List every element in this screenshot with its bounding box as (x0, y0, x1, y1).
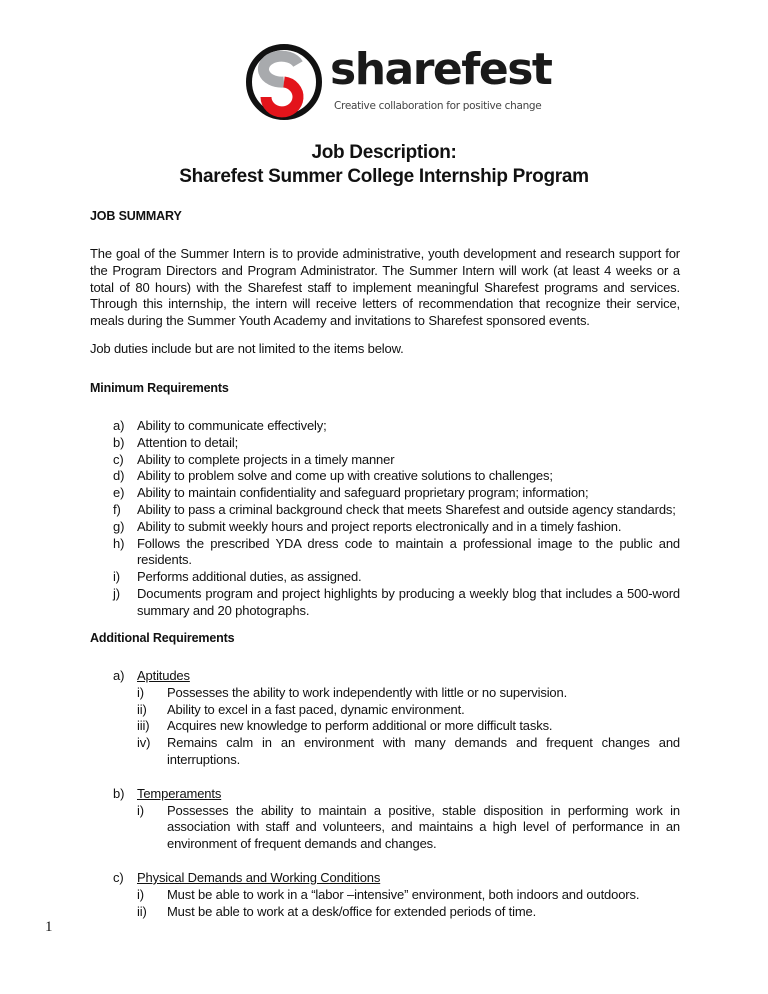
list-item: b) Attention to detail; (113, 434, 239, 450)
sharefest-s-icon (244, 42, 324, 122)
section-title: Temperaments (137, 785, 222, 801)
list-item: a) Ability to communicate effectively; (113, 418, 327, 433)
document-subtitle: Sharefest Summer College Internship Program (179, 166, 589, 187)
list-item: g) Ability to submit weekly hours and project reports electronically and in a timely fashion. (113, 518, 622, 534)
section-title: Aptitudes (137, 668, 190, 683)
list-item: ii) Must be able to work at a desk/office for extended periods of time. (137, 903, 537, 919)
minimum-requirements-list (113, 418, 680, 620)
physical-demands-section: c) Physical Demands and Working Conditions i) Must be able to work in a “labor –intensive” environment, both indoors and outdoors. ii) Must be able to work at a desk/office for extended periods of time. (113, 870, 680, 920)
document-title: Job Description: (311, 142, 457, 163)
list-item: iv) Remains calm in an environment with many demands and frequent changes and interruptions. (137, 735, 680, 767)
temperaments-section: b) Temperaments i) Possesses the ability to maintain a positive, stable disposition in performing work in association with staff and volunteers, and maintains a high level of performance in an environment of frequent demands and changes. (113, 785, 680, 852)
list-item: ii) Ability to excel in a fast paced, dynamic environment. (137, 701, 465, 717)
list-item: i) Possesses the ability to maintain a positive, stable disposition in performing work in association with staff and volunteers, and maintains a high level of performance in an environment of frequent demands and changes. (137, 802, 680, 852)
minimum-requirements-heading: Minimum Requirements (90, 381, 229, 395)
aptitudes-section: a) Aptitudes i) Possesses the ability to work independently with little or no supervision. ii) Ability to excel in a fast paced, dynamic environment. iii) Acquires new knowledge to perform additional or more difficult tasks. iv) Remains calm in an environment with many demands and frequent changes and interruptions. (113, 668, 680, 767)
list-item: i) Performs additional duties, as assigned. (113, 569, 362, 585)
additional-requirements-heading: Additional Requirements (90, 631, 235, 645)
list-item: f) Ability to pass a criminal background check that meets Sharefest and outside agency standards; (113, 501, 676, 517)
list-item: i) Possesses the ability to work independently with little or no supervision. (137, 684, 568, 700)
list-item: e) Ability to maintain confidentiality and safeguard proprietary program; information; (113, 485, 589, 501)
additional-requirements-list (113, 668, 680, 920)
duties-note: Job duties include but are not limited to the items below. (90, 341, 404, 356)
list-item: i) Must be able to work in a “labor –intensive” environment, both indoors and outdoors. (137, 886, 640, 902)
list-item: d) Ability to problem solve and come up with creative solutions to challenges; (113, 468, 553, 484)
job-summary-paragraph: The goal of the Summer Intern is to provide administrative, youth development and research support for the Program Directors and Program Administrator. The Summer Intern will work (at least 4 weeks or a total of 80 hours) with the Sharefest staff to implement meaningful Sharefest programs and services. Through this internship, the intern will receive letters of recommendation that recognize their service, meals during the Summer Youth Academy and invitations to Sharefest sponsored events. (90, 246, 680, 329)
list-item: h) Follows the prescribed YDA dress code to maintain a professional image to the public and residents. (113, 535, 680, 568)
sharefest-logo (244, 42, 552, 126)
job-summary-heading: JOB SUMMARY (90, 209, 182, 223)
logo-wordmark: sharefest (330, 44, 552, 95)
list-item: c) Ability to complete projects in a timely manner (113, 451, 395, 467)
list-item: iii) Acquires new knowledge to perform additional or more difficult tasks. (137, 718, 553, 734)
logo-tagline: Creative collaboration for positive change (334, 100, 542, 112)
page-number: 1 (45, 919, 53, 935)
section-title: Physical Demands and Working Conditions (137, 869, 381, 885)
list-item: j) Documents program and project highlights by producing a weekly blog that includes a 500-word summary and 20 photographs. (113, 585, 680, 618)
